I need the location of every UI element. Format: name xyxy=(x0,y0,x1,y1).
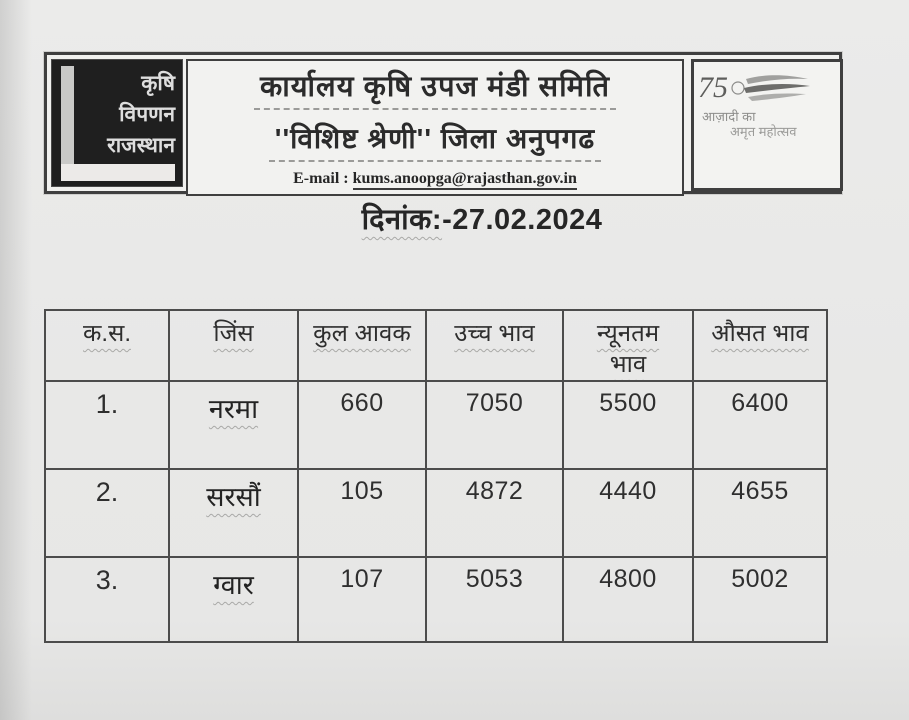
min-price-cell: 4440 xyxy=(563,469,693,557)
azadi-amrit-mahotsav-logo xyxy=(691,59,843,191)
min-price-cell: 5500 xyxy=(563,381,693,469)
email-line xyxy=(293,170,577,188)
office-title-block xyxy=(186,59,684,196)
table-row xyxy=(45,469,827,557)
avg-price-cell: 5002 xyxy=(693,557,827,642)
col-header-total-arrival: कुल आवक xyxy=(298,310,426,381)
min-price-cell: 4800 xyxy=(563,557,693,642)
azadi-caption xyxy=(702,109,838,139)
date-line xyxy=(0,199,909,238)
commodity-cell: ग्वार xyxy=(169,557,298,642)
commodity-cell: सरसौं xyxy=(169,469,298,557)
col-header-commodity: जिंस xyxy=(169,310,298,381)
logo-text-line: विपणन xyxy=(119,103,175,126)
table-row xyxy=(45,381,827,469)
date-value: -27.02.2024 xyxy=(442,204,603,236)
logo-text-line: राजस्थान xyxy=(107,134,175,157)
arrival-cell: 107 xyxy=(298,557,426,642)
avg-price-cell: 6400 xyxy=(693,381,827,469)
azadi-caption-line2: अमृत महोत्सव xyxy=(730,124,797,139)
azadi-75-number: 75 xyxy=(698,71,728,104)
logo-text-line: कृषि xyxy=(141,72,175,95)
logo-vertical-bar xyxy=(61,66,74,166)
table-row xyxy=(45,557,827,642)
office-subtitle: ''विशिष्ट श्रेणी'' जिला अनुपगढ xyxy=(269,119,601,162)
col-header-avg-price: औसत भाव xyxy=(693,310,827,381)
col-header-min-price: न्यूनतम भाव xyxy=(563,310,693,381)
email-address: kums.anoopga@rajasthan.gov.in xyxy=(353,170,577,190)
email-label: E-mail : xyxy=(293,170,349,187)
krishi-vipanan-rajasthan-logo xyxy=(51,59,183,187)
letterhead xyxy=(44,52,842,194)
high-price-cell: 4872 xyxy=(426,469,563,557)
high-price-cell: 5053 xyxy=(426,557,563,642)
serial-cell: 2. xyxy=(45,469,169,557)
arrival-cell: 660 xyxy=(298,381,426,469)
col-header-high-price: उच्च भाव xyxy=(426,310,563,381)
azadi-75-flag-icon xyxy=(696,64,814,108)
serial-cell: 1. xyxy=(45,381,169,469)
arrival-cell: 105 xyxy=(298,469,426,557)
table-header-row xyxy=(45,310,827,381)
avg-price-cell: 4655 xyxy=(693,469,827,557)
date-label: दिनांक: xyxy=(361,204,443,236)
commodity-cell: नरमा xyxy=(169,381,298,469)
col-header-serial: क.स. xyxy=(45,310,169,381)
logo-horizontal-bar xyxy=(61,164,175,181)
serial-cell: 3. xyxy=(45,557,169,642)
azadi-caption-line1: आज़ादी का xyxy=(702,109,756,124)
mandi-rates-table xyxy=(44,309,828,643)
high-price-cell: 7050 xyxy=(426,381,563,469)
office-title: कार्यालय कृषि उपज मंडी समिति xyxy=(254,66,616,110)
